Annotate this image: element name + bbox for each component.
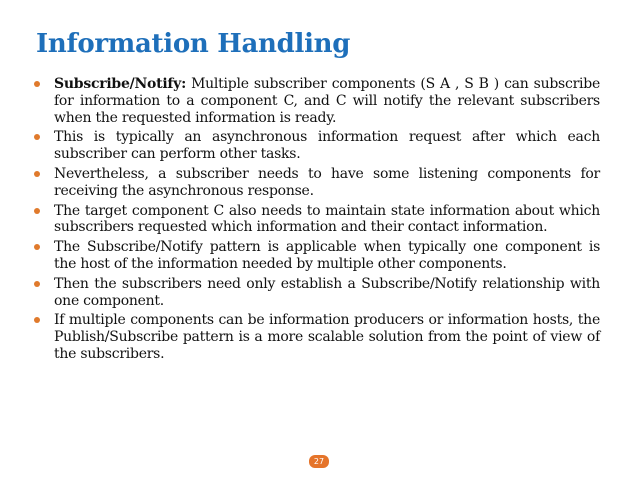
bullet-text: Nevertheless, a subscriber needs to have some listening components for receiving the asynchronous response. bbox=[54, 165, 600, 199]
bullet-item bbox=[34, 276, 600, 310]
bullet-text: Multiple subscriber components (S A , S B ) can subscribe for information to a component C, and C will notify the relevant subscribers when the requested information is ready. bbox=[54, 76, 600, 126]
bullet-item bbox=[34, 203, 600, 237]
page-number-badge: 27 bbox=[309, 455, 329, 468]
bullet-dot-icon bbox=[34, 244, 40, 250]
bullet-list bbox=[34, 76, 600, 366]
bullet-dot-icon bbox=[34, 317, 40, 323]
bullet-text: This is typically an asynchronous information request after which each subscriber can perform other tasks. bbox=[54, 129, 600, 163]
bullet-item bbox=[34, 312, 600, 362]
bullet-lead: Subscribe/Notify: bbox=[54, 76, 186, 92]
slide-title: Information Handling bbox=[36, 29, 351, 59]
bullet-item bbox=[34, 239, 600, 273]
bullet-item bbox=[34, 129, 600, 163]
bullet-text: Then the subscribers need only establish a Subscribe/Notify relationship with one component. bbox=[54, 275, 600, 309]
bullet-dot-icon bbox=[34, 171, 40, 177]
bullet-item bbox=[34, 166, 600, 200]
bullet-dot-icon bbox=[34, 134, 40, 140]
bullet-dot-icon bbox=[34, 208, 40, 214]
bullet-dot-icon bbox=[34, 281, 40, 287]
bullet-text: If multiple components can be information producers or information hosts, the Publish/Subscribe pattern is a more scalable solution from the point of view of the subscribers. bbox=[54, 312, 600, 362]
bullet-text: The Subscribe/Notify pattern is applicable when typically one component is the host of the information needed by multiple other components. bbox=[54, 239, 600, 272]
bullet-dot-icon bbox=[34, 81, 40, 87]
bullet-item bbox=[34, 76, 600, 126]
bullet-text: The target component C also needs to maintain state information about which subscribers requested which information and their contact information. bbox=[54, 202, 600, 236]
